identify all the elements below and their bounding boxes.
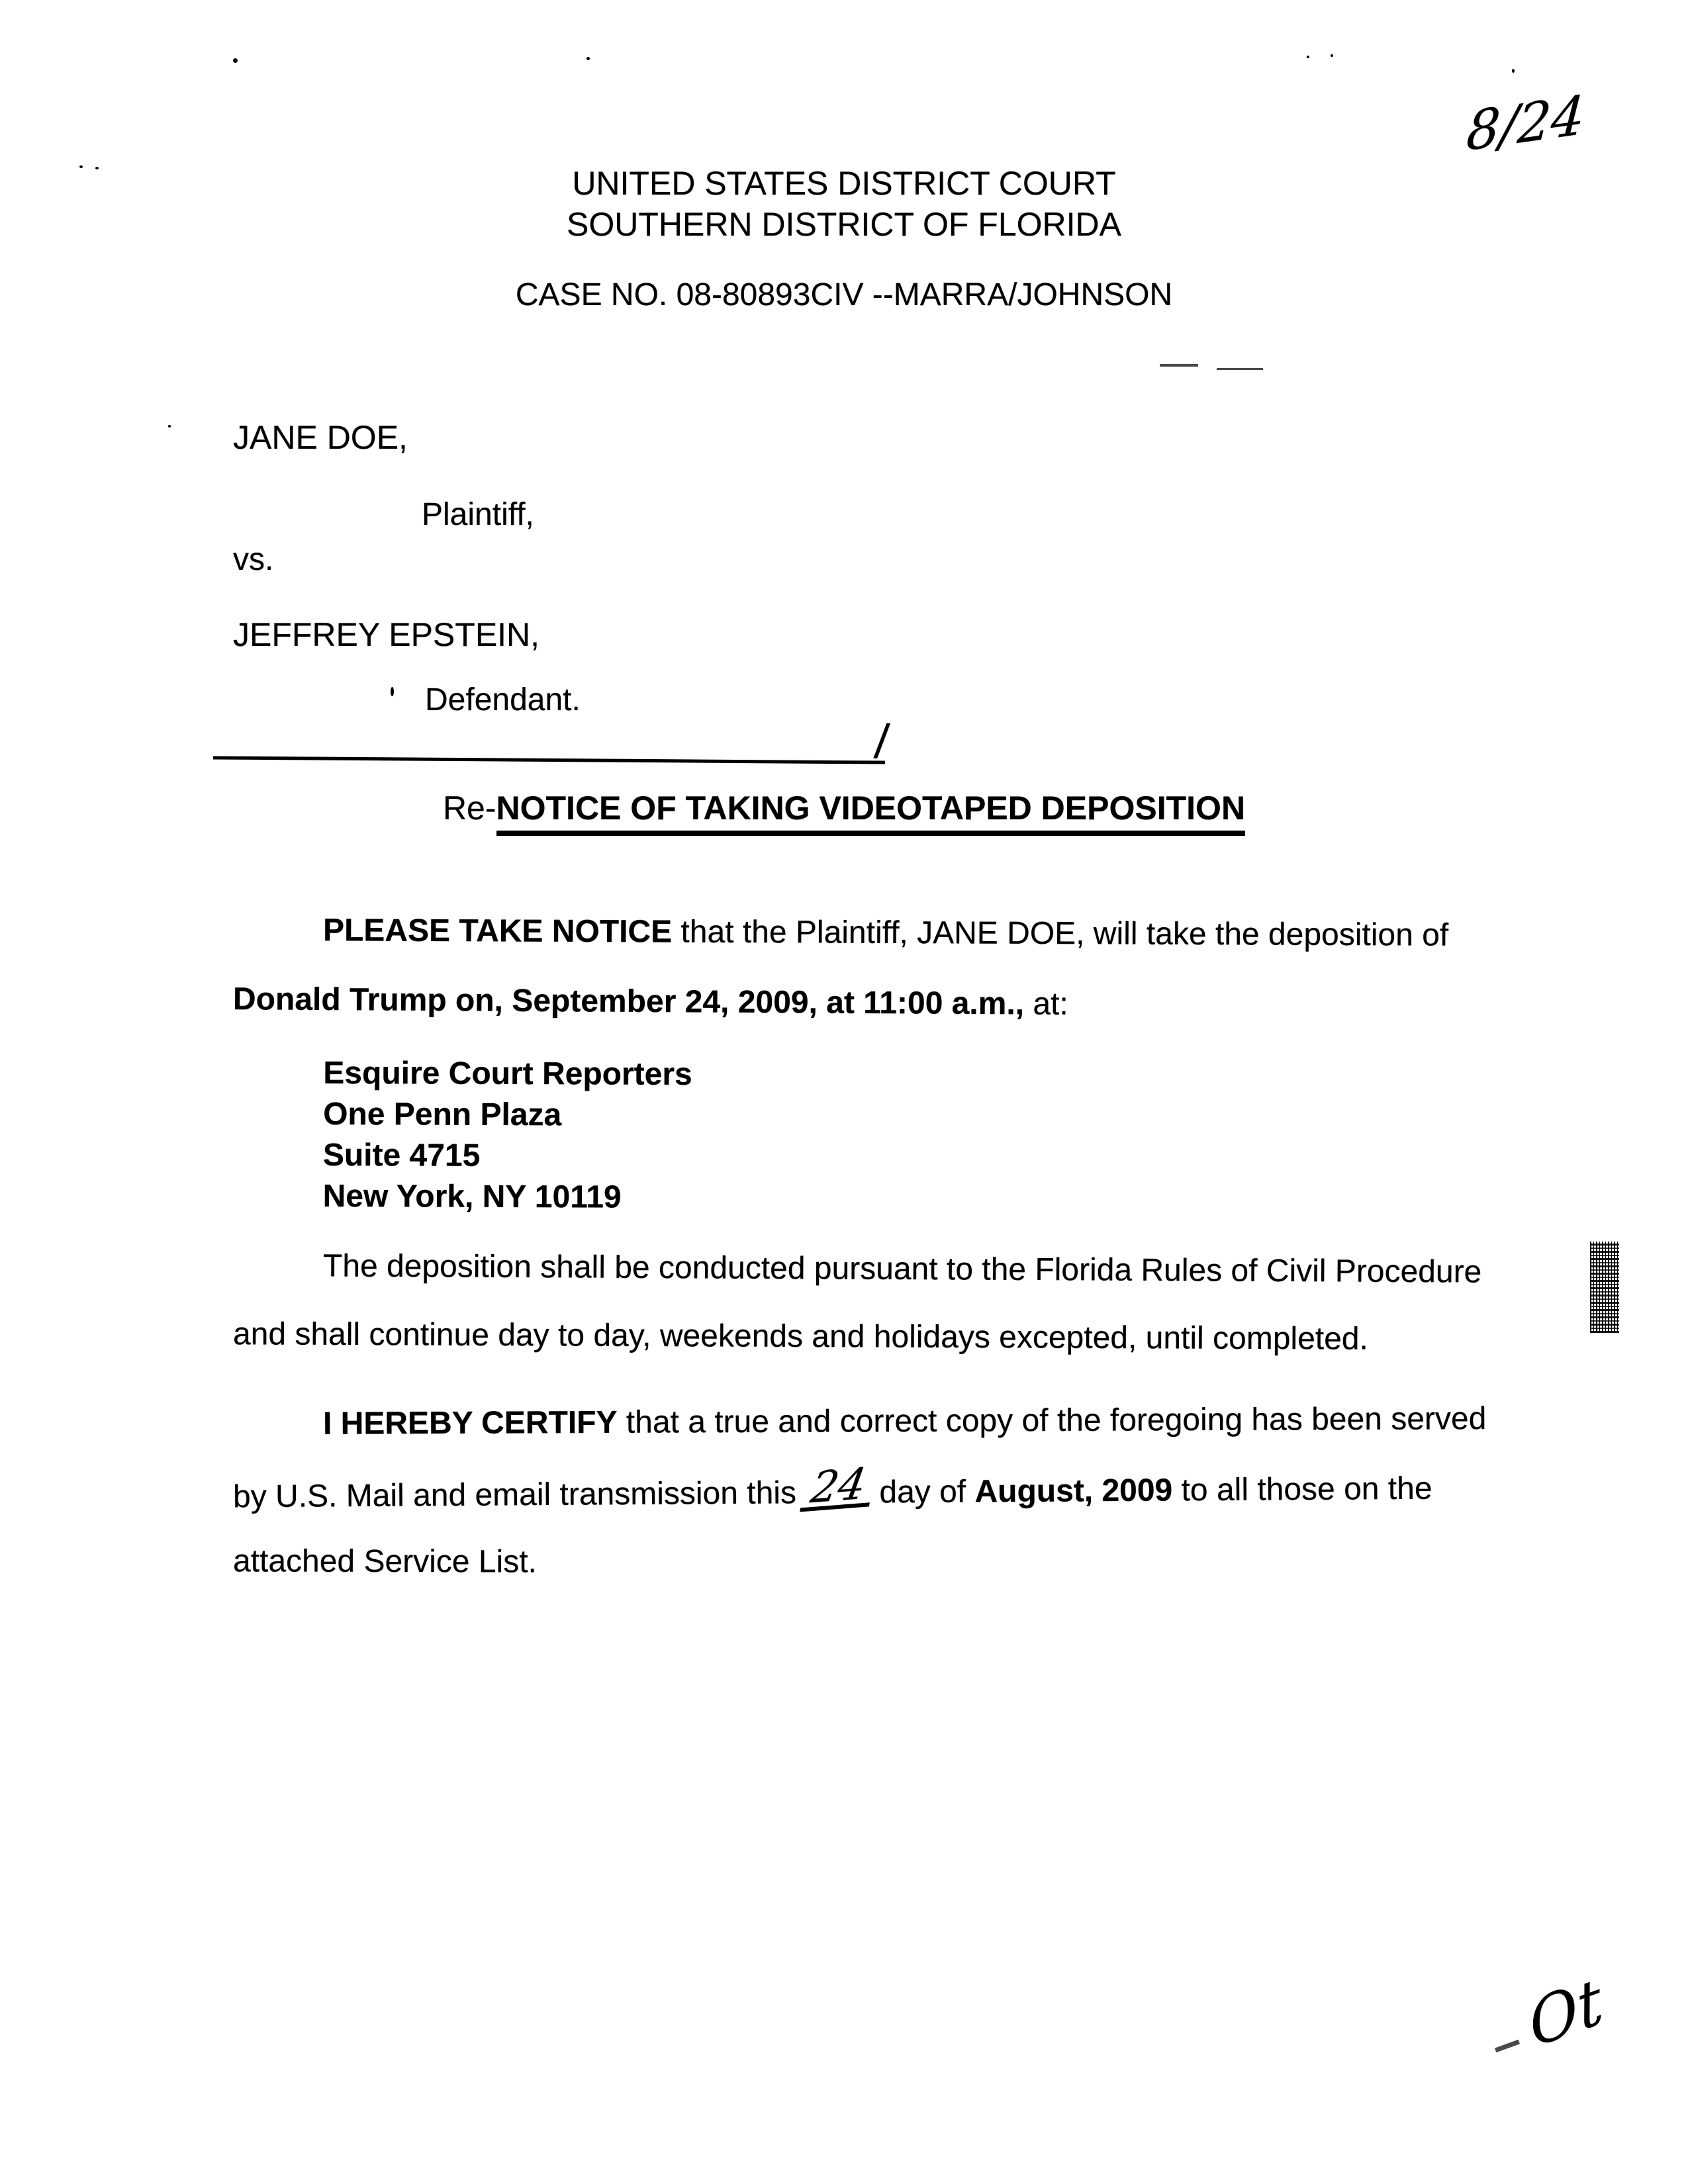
notice-paragraph-line1 xyxy=(323,912,1448,953)
notice-paragraph-bold: PLEASE TAKE NOTICE xyxy=(322,913,673,950)
notice-paragraph-rest: that the Plaintiff, JANE DOE, will take the deposition of xyxy=(672,914,1449,953)
certificate-line2-b: day of xyxy=(879,1474,966,1510)
deposition-address-block xyxy=(323,1055,692,1220)
scan-speck xyxy=(391,687,394,696)
scan-speck xyxy=(233,58,238,63)
scan-speck xyxy=(1217,368,1263,370)
scan-speck xyxy=(1512,69,1515,73)
scan-speck xyxy=(168,425,171,428)
court-district: SOUTHERN DISTRICT OF FLORIDA xyxy=(566,206,1121,243)
document-title-prefix: Re- xyxy=(442,790,496,827)
certificate-line2-c: to all those on the xyxy=(1181,1471,1432,1508)
certificate-line1 xyxy=(323,1400,1487,1442)
plaintiff-role: Plaintiff, xyxy=(422,497,534,532)
certificate-line2 xyxy=(232,1459,1432,1516)
court-name: UNITED STATES DISTRICT COURT xyxy=(572,165,1116,202)
notice-paragraph-line2-rest: at: xyxy=(1023,986,1068,1022)
address-line-venue: Esquire Court Reporters xyxy=(323,1056,692,1092)
scan-speck xyxy=(1307,56,1309,58)
caption-divider-line xyxy=(213,756,885,764)
case-number: CASE NO. 08-80893CIV --MARRA/JOHNSON xyxy=(515,277,1173,312)
handwritten-date-mark: 8/24 xyxy=(1464,83,1587,163)
notice-paragraph-line2 xyxy=(233,981,1068,1023)
certificate-bold: I HEREBY CERTIFY xyxy=(322,1404,618,1441)
defendant-role: Defendant. xyxy=(425,682,581,717)
scan-artifact-bar xyxy=(1590,1242,1619,1333)
scan-speck xyxy=(586,57,590,60)
address-line-street: One Penn Plaza xyxy=(323,1097,562,1133)
scan-speck xyxy=(79,165,83,168)
scan-speck xyxy=(1331,54,1333,57)
procedure-paragraph-line2: and shall continue day to day, weekends and holidays excepted, until completed. xyxy=(232,1316,1369,1357)
address-line-city: New York, NY 10119 xyxy=(322,1179,622,1215)
handwritten-mark-bottom: Ot xyxy=(1523,1964,1608,2063)
scan-speck xyxy=(1495,2040,1520,2053)
document-title-main: NOTICE OF TAKING VIDEOTAPED DEPOSITION xyxy=(496,790,1246,836)
certificate-line2-a: by U.S. Mail and email transmission this xyxy=(232,1475,797,1515)
procedure-paragraph-line1: The deposition shall be conducted pursuant to the Florida Rules of Civil Procedure xyxy=(322,1248,1482,1290)
address-line-suite: Suite 4715 xyxy=(322,1138,481,1173)
document-title xyxy=(0,789,1688,827)
defendant-name: JEFFREY EPSTEIN, xyxy=(233,616,540,653)
caption-slash: / xyxy=(872,715,892,768)
certificate-rest: that a true and correct copy of the foregoing has been served xyxy=(617,1401,1487,1440)
scan-speck xyxy=(95,167,99,169)
scan-speck xyxy=(1160,364,1198,367)
handwritten-day-number: 24 xyxy=(800,1467,876,1512)
plaintiff-name: JANE DOE, xyxy=(233,419,408,456)
service-date: August, 2009 xyxy=(974,1473,1173,1510)
deponent-and-datetime: Donald Trump on, September 24, 2009, at 11:00 a.m., xyxy=(232,981,1025,1022)
certificate-line3: attached Service List. xyxy=(232,1543,537,1580)
versus-label: vs. xyxy=(233,542,274,577)
